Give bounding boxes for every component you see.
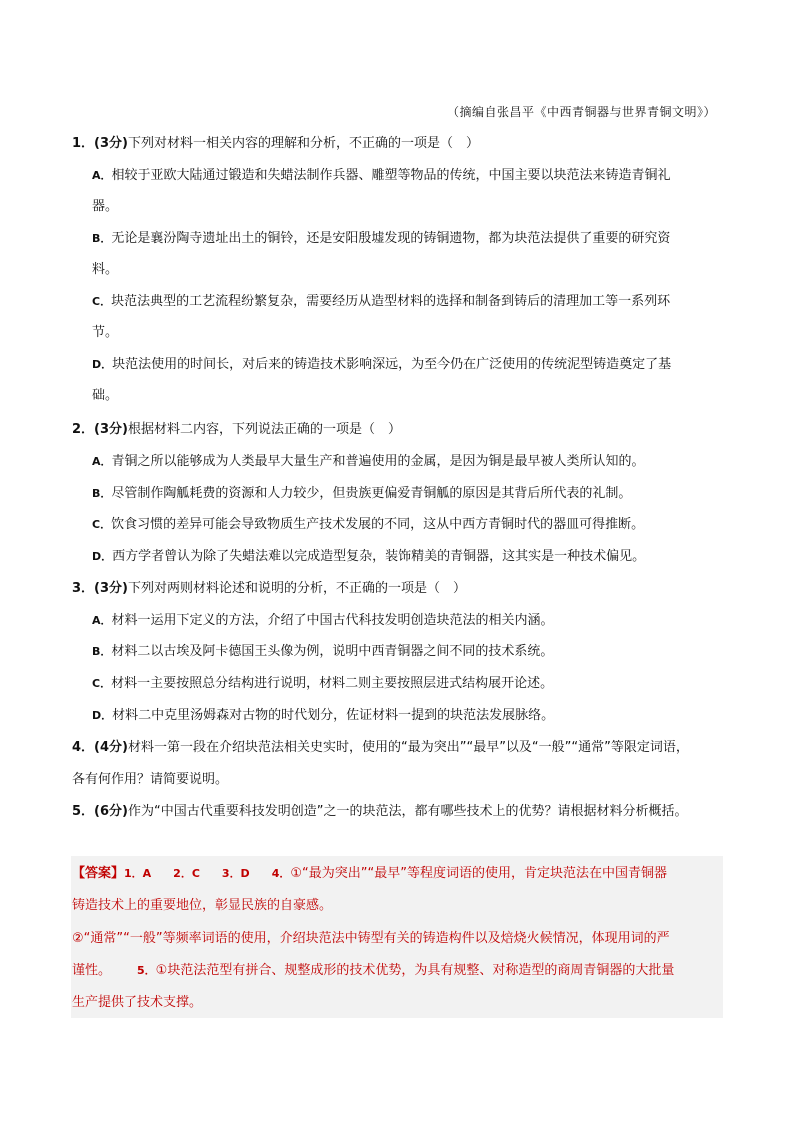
answer-line-5: 生产提供了技术支撑。 — [72, 995, 203, 1010]
answer-text: 谨性。 — [72, 963, 112, 978]
q1-option-a-cont: 器。 — [92, 199, 119, 214]
q1-option-b — [92, 229, 732, 249]
question-stem: 材料一第一段在介绍块范法相关史实时，使用的“最为突出”“最早”以及“一般”“通常”等限定词语， — [127, 740, 689, 755]
option-letter: B． — [92, 645, 112, 658]
answer-tag: 【答案】 — [72, 866, 125, 881]
option-text: 块范法典型的工艺流程纷繁复杂，需要经历从造型材料的选择和制备到铸后的清理加工等一系列环 — [111, 294, 671, 309]
source-citation: （摘编自张昌平《中西青铜器与世界青铜文明》） — [446, 105, 716, 119]
option-letter: A． — [92, 169, 112, 182]
question-4 — [72, 738, 732, 758]
option-text: 材料一运用下定义的方法，介绍了中国古代科技发明创造块范法的相关内涵。 — [111, 613, 554, 628]
answer-number: 5． — [137, 964, 156, 977]
q1-option-a — [92, 166, 732, 186]
q3-option-a — [92, 611, 732, 631]
option-letter: A． — [92, 614, 112, 627]
option-text: 西方学者曾认为除了失蜡法难以完成造型复杂，装饰精美的青铜器，这其实是一种技术偏见。 — [112, 549, 646, 564]
option-text: 块范法使用的时间长，对后来的铸造技术影响深远，为至今仍在广泛使用的传统泥型铸造奠定了基 — [112, 357, 672, 372]
option-text: 材料二中克里汤姆森对古物的时代划分，佐证材料一提到的块范法发展脉络。 — [112, 708, 555, 723]
option-letter: C． — [92, 677, 112, 690]
question-stem: 根据材料二内容，下列说法正确的一项是（ ） — [127, 422, 401, 437]
question-4-cont: 各有何作用？请简要说明。 — [72, 772, 229, 787]
option-text: 青铜之所以能够成为人类最早大量生产和普遍使用的金属，是因为铜是最早被人类所认知的。 — [111, 454, 645, 469]
question-number: 3．(3分) — [72, 581, 128, 596]
answer-line-4 — [72, 961, 674, 981]
option-letter: A． — [92, 455, 112, 468]
q1-option-d-cont: 础。 — [92, 388, 119, 403]
question-number: 2．(3分) — [72, 422, 128, 437]
option-letter: C． — [92, 518, 112, 531]
question-5 — [72, 802, 732, 822]
option-text: 无论是襄汾陶寺遗址出土的铜铃，还是安阳殷墟发现的铸铜遗物，都为块范法提供了重要的研究资 — [111, 231, 671, 246]
answer-text: ①“最为突出”“最早”等程度词语的使用，肯定块范法在中国青铜器 — [290, 866, 667, 881]
answer-text: ①块范法范型有拼合、规整成形的技术优势，为具有规整、对称造型的商周青铜器的大批量 — [155, 963, 675, 978]
question-stem: 作为“中国古代重要科技发明创造”之一的块范法，都有哪些技术上的优势？请根据材料分析概括。 — [127, 804, 688, 819]
question-2 — [72, 420, 732, 440]
question-number: 4．(4分) — [72, 740, 128, 755]
q2-option-d — [92, 547, 732, 567]
question-number: 5．(6分) — [72, 804, 128, 819]
option-letter: B． — [92, 487, 112, 500]
q1-option-c — [92, 292, 732, 312]
option-letter: C． — [92, 295, 112, 308]
option-text: 尽管制作陶觚耗费的资源和人力较少，但贵族更偏爱青铜觚的原因是其背后所代表的礼制。 — [111, 486, 632, 501]
answer-keys: 1．A 2．C 3．D 4． — [124, 867, 291, 880]
question-stem: 下列对两则材料论述和说明的分析，不正确的一项是（ ） — [127, 581, 466, 596]
q1-option-c-cont: 节。 — [92, 325, 119, 340]
q3-option-b — [92, 642, 732, 662]
answer-line-2: 铸造技术上的重要地位，彰显民族的自豪感。 — [72, 898, 333, 913]
q3-option-c — [92, 674, 732, 694]
question-stem: 下列对材料一相关内容的理解和分析，不正确的一项是（ ） — [127, 136, 479, 151]
option-text: 饮食习惯的差异可能会导致物质生产技术发展的不同，这从中西方青铜时代的器皿可得推断。 — [111, 517, 645, 532]
answer-line-1 — [72, 864, 667, 884]
q1-option-d — [92, 355, 732, 375]
option-letter: D． — [92, 550, 113, 563]
q1-option-b-cont: 料。 — [92, 262, 119, 277]
question-3 — [72, 579, 732, 599]
q2-option-b — [92, 484, 732, 504]
q3-option-d — [92, 706, 732, 726]
option-letter: D． — [92, 709, 113, 722]
option-letter: B． — [92, 232, 112, 245]
q2-option-c — [92, 515, 732, 535]
question-1 — [72, 134, 732, 154]
q2-option-a — [92, 452, 732, 472]
question-number: 1．(3分) — [72, 136, 128, 151]
answer-line-3: ②“通常”“一般”等频率词语的使用，介绍块范法中铸型有关的铸造构件以及焙烧火候情况，体现用词的严 — [72, 931, 670, 946]
option-text: 相较于亚欧大陆通过锻造和失蜡法制作兵器、雕塑等物品的传统，中国主要以块范法来铸造青铜礼 — [111, 168, 671, 183]
option-letter: D． — [92, 358, 113, 371]
option-text: 材料一主要按照总分结构进行说明，材料二则主要按照层进式结构展开论述。 — [111, 676, 554, 691]
option-text: 材料二以古埃及阿卡德国王头像为例，说明中西青铜器之间不同的技术系统。 — [111, 644, 554, 659]
